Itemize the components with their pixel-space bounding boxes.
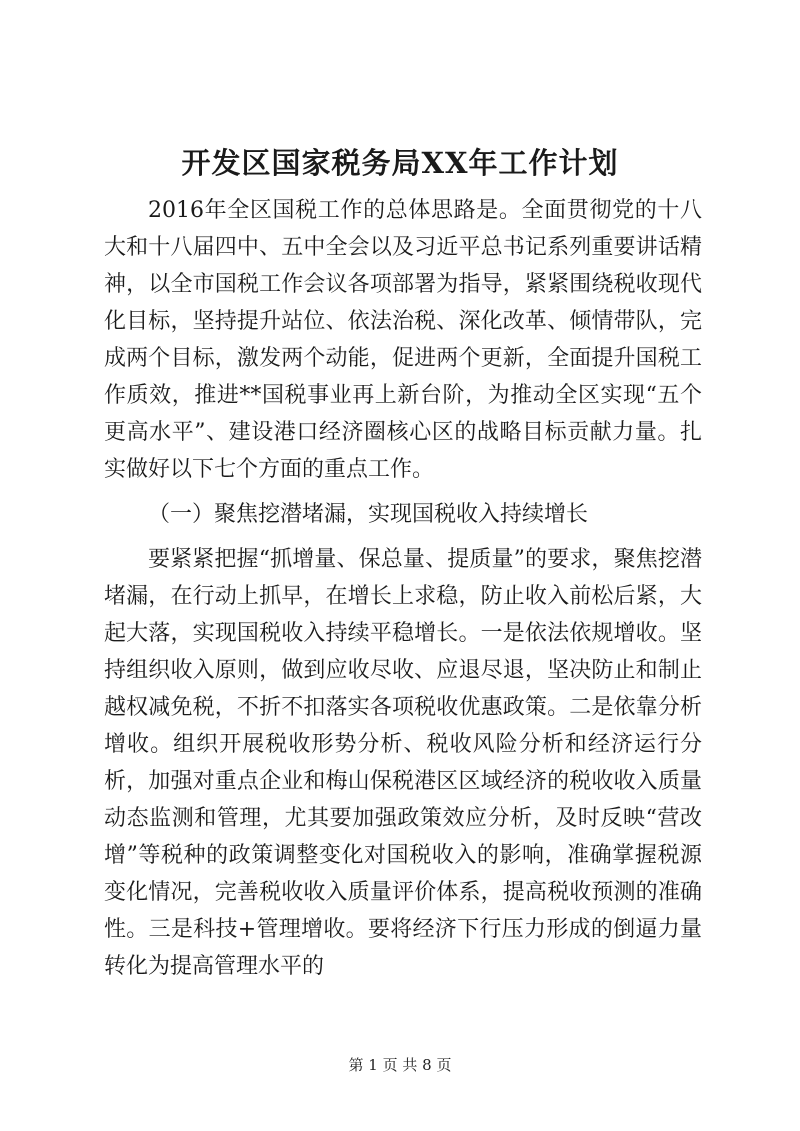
paragraph-section-1: 要紧紧把握“抓增量、保总量、提质量”的要求，聚焦挖潜堵漏，在行动上抓早，在增长上求稳，防止收入前松后紧，大起大落，实现国税收入持续平稳增长。一是依法依规增收。坚持组织收入原则，做到应收尽收、应退尽退，坚决防止和制止越权减免税，不折不扣落实各项税收优惠政策。二是依靠分析增收。组织开展税收形势分析、税收风险分析和经济运行分析，加强对重点企业和梅山保税港区区域经济的税收收入质量动态监测和管理，尤其要加强政策效应分析，及时反映“营改增”等税种的政策调整变化对国税收入的影响，准确掌握税源变化情况，完善税收收入质量评价体系，提高税收预测的准确性。三是科技+管理增收。要将经济下行压力形成的倒逼力量转化为提高管理水平的 <box>104 547 702 979</box>
section-heading: （一）聚焦挖潜堵漏，实现国税收入持续增长 <box>148 502 589 527</box>
document-title: 开发区国家税务局XX年工作计划 <box>181 146 619 180</box>
paragraph-intro: 2016年全区国税工作的总体思路是。全面贯彻党的十八大和十八届四中、五中全会以及习近平总书记系列重要讲话精神，以全市国税工作会议各项部署为指导，紧紧围绕税收现代化目标，坚持提升站位、依法治税、深化改革、倾情带队，完成两个目标，激发两个动能，促进两个更新，全面提升国税工作质效，推进**国税事业再上新台阶，为推动全区实现“五个更高水平”、建设港口经济圈核心区的战略目标贡献力量。扎实做好以下七个方面的重点工作。 <box>104 198 702 482</box>
page-footer: 第 1 页 共 8 页 <box>348 1056 452 1074</box>
document-body <box>104 192 702 985</box>
